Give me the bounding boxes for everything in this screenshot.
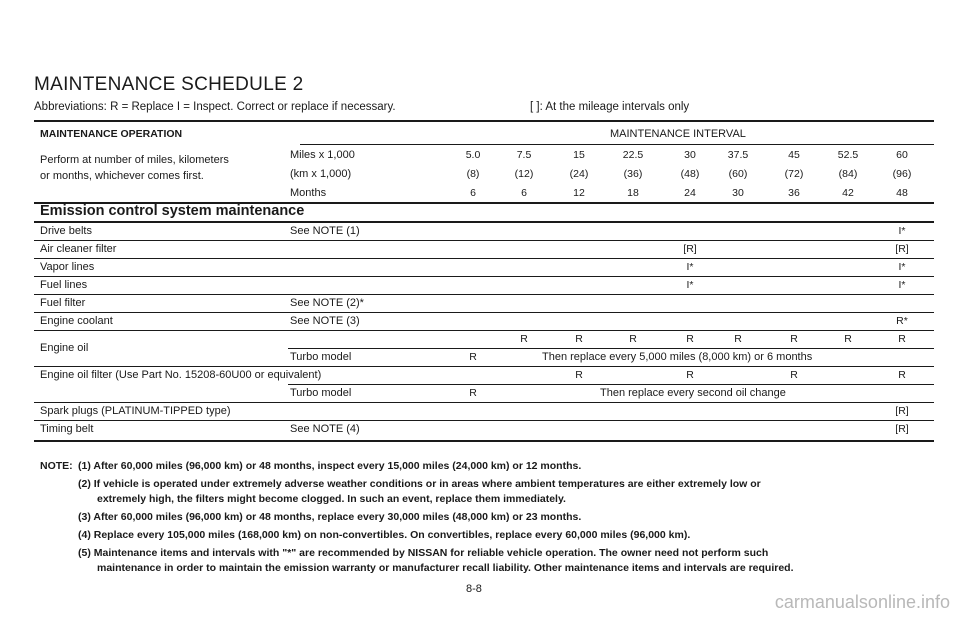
watermark: carmanualsonline.info [774,592,950,612]
row-subdivider [288,384,934,385]
months-value: 18 [627,187,639,199]
miles-label: Miles x 1,000 [290,149,355,161]
row-divider [34,276,934,277]
row-divider [34,312,934,313]
page-number: 8-8 [466,583,482,595]
row-fuel-lines-label: Fuel lines [40,279,88,291]
row-oil-filter-label: Engine oil filter (Use Part No. 15208-60U00 or equivalent) [40,369,322,381]
miles-value: 7.5 [516,149,532,161]
km-value: (24) [569,168,589,180]
months-value: 36 [788,187,800,199]
row-spark-plugs-60: [R] [895,405,909,417]
miles-value: 15 [573,149,585,161]
engine-oil-mark: R [629,333,637,345]
abbreviations-text: Abbreviations: R = Replace I = Inspect. Correct or replace if necessary. [34,101,396,113]
row-drive-belts-note: See NOTE (1) [290,225,360,237]
km-value: (48) [680,168,700,180]
row-oil-filter-turbo-text: Then replace every second oil change [600,387,786,399]
header-divider [300,144,934,145]
row-vapor-lines-label: Vapor lines [40,261,95,273]
row-air-cleaner-label: Air cleaner filter [40,243,117,255]
miles-value: 45 [788,149,800,161]
oil-filter-mark: R [790,369,798,381]
engine-oil-mark: R [734,333,742,345]
row-engine-oil-turbo-label: Turbo model [290,351,352,363]
months-value: 24 [684,187,696,199]
interval-description [40,152,229,184]
row-vapor-lines-30: I* [686,261,694,273]
row-engine-coolant-label: Engine coolant [40,315,113,327]
row-divider [34,294,934,295]
table-top-rule [34,120,934,122]
row-spark-plugs-label: Spark plugs (PLATINUM-TIPPED type) [40,405,231,417]
months-value: 30 [732,187,744,199]
oil-filter-mark: R [575,369,583,381]
km-value: (96) [892,168,912,180]
operation-header: MAINTENANCE OPERATION [40,128,183,140]
row-engine-coolant-note: See NOTE (3) [290,315,360,327]
km-label: (km x 1,000) [290,168,352,180]
miles-value: 30 [684,149,696,161]
oil-filter-mark: R [898,369,906,381]
miles-value: 37.5 [727,149,749,161]
row-subdivider [288,348,934,349]
engine-oil-mark: R [844,333,852,345]
table-bottom-rule [34,440,934,442]
row-divider [34,258,934,259]
row-fuel-filter-label: Fuel filter [40,297,86,309]
row-air-cleaner-60: [R] [895,243,909,255]
engine-oil-mark: R [575,333,583,345]
months-value: 6 [470,187,476,199]
row-divider [34,240,934,241]
note-5a: (5) Maintenance items and intervals with "*" are recommended by NISSAN for reliable vehicle operation. The owner need not perform such [78,547,769,559]
km-value: (36) [623,168,643,180]
description-line-2: or months, whichever comes first. [40,170,204,182]
engine-oil-mark: R [686,333,694,345]
miles-value: 52.5 [837,149,859,161]
row-divider [34,420,934,421]
months-value: 12 [573,187,585,199]
mileage-interval-note: [ ]: At the mileage intervals only [530,101,690,113]
oil-filter-mark: R [686,369,694,381]
note-4: (4) Replace every 105,000 miles (168,000 km) on non-convertibles. On convertibles, replace every 60,000 miles (96,000 km). [78,529,691,541]
row-timing-belt-note: See NOTE (4) [290,423,360,435]
description-line-1: Perform at number of miles, kilometers [40,154,229,166]
km-value: (12) [514,168,534,180]
interval-header: MAINTENANCE INTERVAL [610,128,746,140]
engine-oil-mark: R [520,333,528,345]
months-value: 6 [521,187,527,199]
section-title: Emission control system maintenance [40,203,305,219]
row-drive-belts-label: Drive belts [40,225,92,237]
row-timing-belt-label: Timing belt [40,423,94,435]
page-title: MAINTENANCE SCHEDULE 2 [34,74,304,95]
row-engine-oil-label: Engine oil [40,342,89,354]
row-engine-oil-turbo-text: Then replace every 5,000 miles (8,000 km) or 6 months [542,351,813,363]
row-vapor-lines-60: I* [898,261,906,273]
miles-value: 60 [896,149,908,161]
note-2a: (2) If vehicle is operated under extremely adverse weather conditions or in areas where ambient temperatures are either extremely low or [78,478,761,490]
miles-value: 22.5 [622,149,644,161]
row-drive-belts-60: I* [898,225,906,237]
row-fuel-lines-60: I* [898,279,906,291]
km-value: (8) [466,168,480,180]
engine-oil-mark: R [898,333,906,345]
row-oil-filter-turbo-label: Turbo model [290,387,352,399]
note-5b: maintenance in order to maintain the emission warranty or manufacturer recall liability. Other maintenance items and intervals are required. [97,562,794,574]
row-air-cleaner-30: [R] [683,243,697,255]
months-label: Months [290,187,327,199]
miles-value: 5.0 [465,149,481,161]
row-timing-belt-60: [R] [895,423,909,435]
row-divider [34,366,934,367]
row-divider [34,402,934,403]
note-2b: extremely high, the filters might become clogged. In such an event, replace them immediately. [97,493,566,505]
row-oil-filter-turbo-first: R [469,387,477,399]
row-divider [34,330,934,331]
engine-oil-mark: R [790,333,798,345]
row-engine-coolant-60: R* [896,315,908,327]
notes-label: NOTE: [40,460,73,472]
km-value: (60) [728,168,748,180]
row-engine-oil-turbo-first: R [469,351,477,363]
row-fuel-filter-note: See NOTE (2)* [290,297,364,309]
months-value: 48 [896,187,908,199]
km-value: (72) [784,168,804,180]
row-fuel-lines-30: I* [686,279,694,291]
km-value: (84) [838,168,858,180]
months-value: 42 [842,187,854,199]
note-1: (1) After 60,000 miles (96,000 km) or 48 months, inspect every 15,000 miles (24,000 km) or 12 months. [78,460,582,472]
section-bottom-rule [34,221,934,223]
note-3: (3) After 60,000 miles (96,000 km) or 48 months, replace every 30,000 miles (48,000 km) or 23 months. [78,511,582,523]
